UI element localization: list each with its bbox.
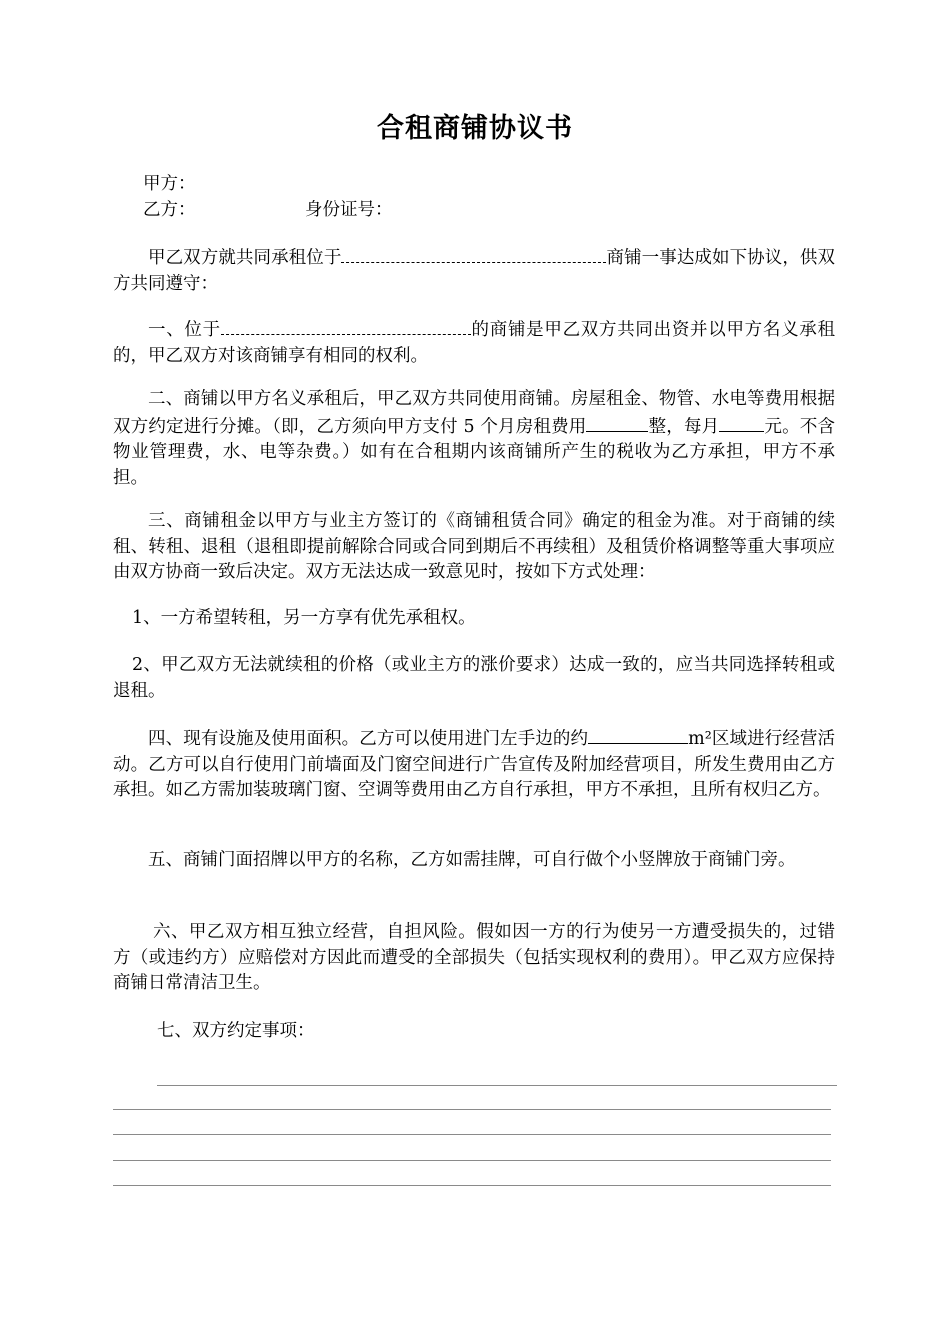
agreement-blank-line	[113, 1160, 831, 1161]
clause-1	[113, 316, 835, 369]
rent-amount-blank	[586, 413, 648, 432]
agreement-blank-line	[113, 1134, 831, 1135]
shop-location-blank	[221, 316, 471, 335]
id-number-label: 身份证号：	[305, 200, 393, 220]
intro-text-post: 商铺一事达成如下协议，供双方共同遵守：	[113, 248, 836, 294]
party-a-label: 甲方：	[143, 174, 196, 194]
area-blank	[588, 725, 688, 744]
clause-4-text-pre: 四、现有设施及使用面积。乙方可以使用进门左手边的约	[148, 729, 589, 749]
party-b-label: 乙方：	[143, 200, 196, 220]
intro-paragraph	[113, 244, 835, 297]
agreement-blank-line	[113, 1185, 831, 1186]
agreement-blank-line	[113, 1109, 831, 1110]
clause-1-text-post: 的商铺是甲乙双方共同出资并以甲方名义承租的，甲乙双方对该商铺享有相同的权利。	[113, 320, 836, 366]
clause-3-item-2: 2、甲乙双方无法就续租的价格（或业主方的涨价要求）达成一致的，应当共同选择转租或退租。	[113, 655, 835, 701]
clause-1-text-pre: 一、位于	[148, 320, 221, 340]
clause-7: 七、双方约定事项：	[157, 1021, 315, 1041]
document-title: 合租商铺协议书	[377, 113, 573, 144]
clause-4	[113, 725, 835, 804]
clause-3: 三、商铺租金以甲方与业主方签订的《商铺租赁合同》确定的租金为准。对于商铺的续租、转租、退租（退租即提前解除合同或合同到期后不再续租）及租赁价格调整等重大事项应由双方协商一致后决定。双方无法达成一致意见时，按如下方式处理：	[113, 511, 835, 582]
monthly-amount-blank	[719, 413, 764, 432]
intro-text-pre: 甲乙双方就共同承租位于	[148, 248, 342, 268]
clause-2-text-2: 整，每月	[648, 416, 720, 437]
clause-2	[113, 387, 835, 491]
clause-2-text-3: 元。不含物业管理费，水、电等杂费。）如有在合租期内该商铺所产生的税收为乙方承担，甲方不承担。	[113, 416, 836, 488]
location-blank	[341, 244, 606, 263]
clause-2-text-1: 二、商铺以甲方名义承租后，甲乙双方共同使用商铺。房屋租金、物管、水电等费用根据双方约定进行分摊。（即，乙方须向甲方支付 5 个月房租费用	[113, 389, 835, 437]
clause-4-text-post: m²区域进行经营活动。乙方可以自行使用门前墙面及门窗空间进行广告宣传及附加经营项目，所发生费用由乙方承担。如乙方需加装玻璃门窗、空调等费用由乙方自行承担，甲方不承担，且所有权归乙方。	[113, 729, 836, 800]
clause-3-item-1: 1、一方希望转租，另一方享有优先承租权。	[132, 608, 476, 628]
agreement-blank-line	[157, 1085, 837, 1086]
clause-6: 六、甲乙双方相互独立经营，自担风险。假如因一方的行为使另一方遭受损失的，过错方（或违约方）应赔偿对方因此而遭受的全部损失（包括实现权利的费用）。甲乙双方应保持商铺日常清洁卫生。	[113, 922, 835, 993]
clause-5: 五、商铺门面招牌以甲方的名称，乙方如需挂牌，可自行做个小竖牌放于商铺门旁。	[148, 850, 796, 870]
